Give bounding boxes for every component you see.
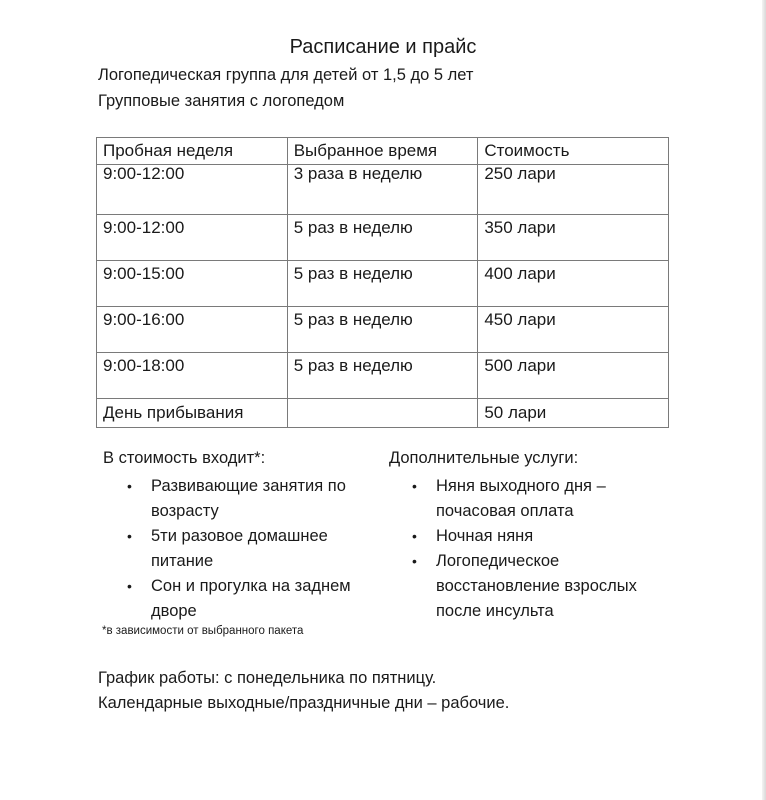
cell-price: 50 лари (478, 399, 669, 428)
header-chosen-time: Выбранное время (287, 138, 478, 165)
included-heading: В стоимость входит*: (103, 449, 266, 467)
extra-services-list (412, 474, 672, 624)
cell-price: 400 лари (478, 261, 669, 307)
page-title: Расписание и прайс (289, 36, 477, 58)
list-item (127, 474, 377, 524)
holidays-line: Календарные выходные/праздничные дни – рабочие. (98, 694, 510, 712)
work-schedule-line: График работы: с понедельника по пятницу. (98, 669, 437, 687)
bullet-icon: • (127, 578, 132, 594)
list-item-text: Развивающие занятия по возрасту (151, 477, 346, 520)
list-item (127, 574, 377, 624)
table-row (97, 307, 669, 353)
price-schedule-table (96, 137, 669, 428)
page-edge-shadow (762, 0, 766, 800)
list-item-text: Логопедическое восстановление взрослых после инсульта (436, 552, 637, 620)
bullet-icon: • (412, 553, 417, 569)
list-item (412, 524, 672, 549)
cell-frequency: 3 раза в неделю (287, 165, 478, 215)
subtitle-group-lessons: Групповые занятия с логопедом (98, 92, 345, 110)
list-item (127, 524, 377, 574)
cell-frequency (287, 399, 478, 428)
cell-price: 250 лари (478, 165, 669, 215)
cell-price: 500 лари (478, 353, 669, 399)
cell-time: 9:00-12:00 (97, 215, 288, 261)
list-item-text: Сон и прогулка на заднем дворе (151, 577, 351, 620)
table-header-row (97, 138, 669, 165)
list-item-text: 5ти разовое домашнее питание (151, 527, 328, 570)
cell-price: 450 лари (478, 307, 669, 353)
list-item-text: Ночная няня (436, 527, 534, 545)
cell-frequency: 5 раз в неделю (287, 261, 478, 307)
subtitle-group-age: Логопедическая группа для детей от 1,5 до 5 лет (98, 66, 474, 84)
header-cost: Стоимость (478, 138, 669, 165)
cell-price: 350 лари (478, 215, 669, 261)
cell-frequency: 5 раз в неделю (287, 353, 478, 399)
bullet-icon: • (127, 478, 132, 494)
cell-time: 9:00-15:00 (97, 261, 288, 307)
table-row (97, 165, 669, 215)
cell-time: 9:00-16:00 (97, 307, 288, 353)
bullet-icon: • (412, 528, 417, 544)
cell-time: 9:00-12:00 (97, 165, 288, 215)
table-row (97, 399, 669, 428)
cell-frequency: 5 раз в неделю (287, 215, 478, 261)
bullet-icon: • (412, 478, 417, 494)
list-item (412, 474, 672, 524)
list-item-text: Няня выходного дня – почасовая оплата (436, 477, 606, 520)
header-trial-week: Пробная неделя (97, 138, 288, 165)
extra-services-heading: Дополнительные услуги: (389, 449, 579, 467)
table-row (97, 261, 669, 307)
table-row (97, 215, 669, 261)
cell-time: 9:00-18:00 (97, 353, 288, 399)
cell-frequency: 5 раз в неделю (287, 307, 478, 353)
included-list (127, 474, 377, 624)
table-row (97, 353, 669, 399)
list-item (412, 549, 672, 624)
footnote: *в зависимости от выбранного пакета (102, 625, 304, 637)
bullet-icon: • (127, 528, 132, 544)
cell-time: День прибывания (97, 399, 288, 428)
